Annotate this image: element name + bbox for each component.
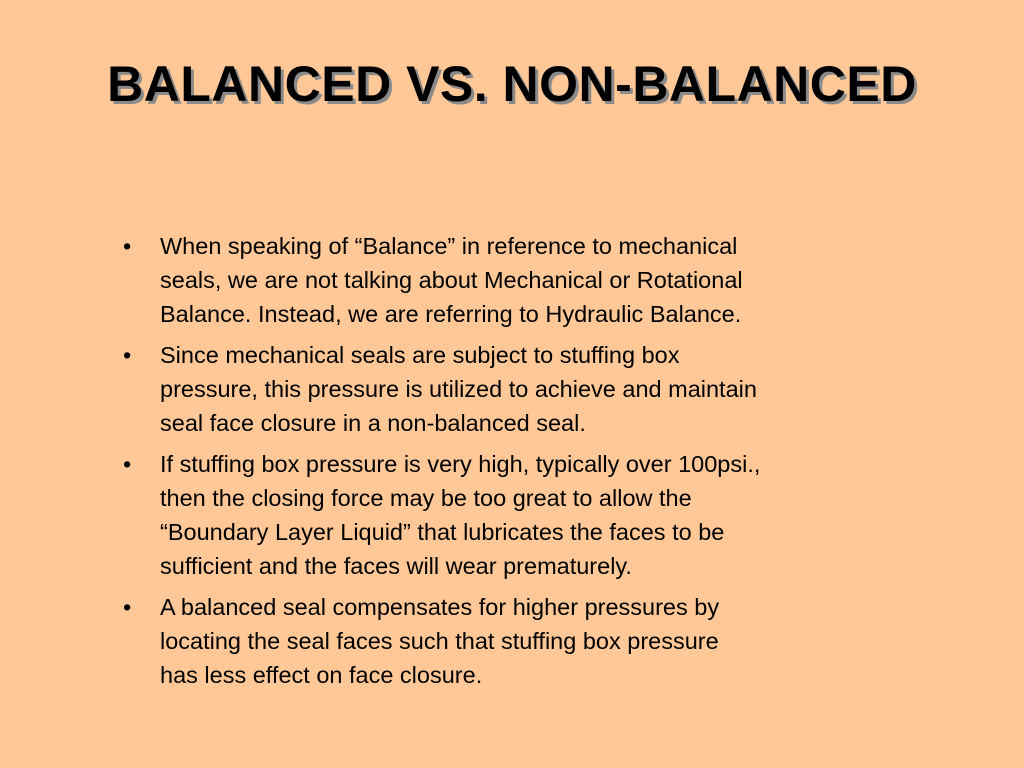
- bullet-line: sufficient and the faces will wear prematurely.: [160, 553, 632, 579]
- bullet-line: locating the seal faces such that stuffing box pressure: [160, 628, 719, 654]
- bullet-line: then the closing force may be too great to allow the: [160, 485, 692, 511]
- bullet-dot: •: [123, 594, 132, 620]
- bullet-line: pressure, this pressure is utilized to achieve and maintain: [160, 376, 757, 402]
- bullet-line: seal face closure in a non-balanced seal.: [160, 410, 586, 436]
- bullet-dot: •: [123, 342, 132, 368]
- slide-title: BALANCED VS. NON-BALANCED: [107, 56, 917, 112]
- bullet-line: If stuffing box pressure is very high, typically over 100psi.,: [160, 451, 761, 477]
- bullet-line: Since mechanical seals are subject to stuffing box: [160, 342, 680, 368]
- bullet-item: [120, 447, 910, 583]
- bullet-item: [120, 590, 910, 692]
- bullet-line: seals, we are not talking about Mechanical or Rotational: [160, 267, 743, 293]
- bullet-dot: •: [123, 451, 132, 477]
- bullet-text: [160, 229, 910, 331]
- bullet-text: [160, 447, 910, 583]
- bullet-text: [160, 590, 910, 692]
- bullet-item: [120, 338, 910, 440]
- bullet-line: When speaking of “Balance” in reference to mechanical: [160, 233, 738, 259]
- bullet-item: [120, 229, 910, 331]
- bullet-dot: •: [123, 233, 132, 259]
- bullet-line: “Boundary Layer Liquid” that lubricates the faces to be: [160, 519, 725, 545]
- bullet-line: has less effect on face closure.: [160, 662, 483, 688]
- bullet-line: A balanced seal compensates for higher pressures by: [160, 594, 720, 620]
- bullet-list: [120, 229, 910, 699]
- bullet-line: Balance. Instead, we are referring to Hydraulic Balance.: [160, 301, 742, 327]
- bullet-text: [160, 338, 910, 440]
